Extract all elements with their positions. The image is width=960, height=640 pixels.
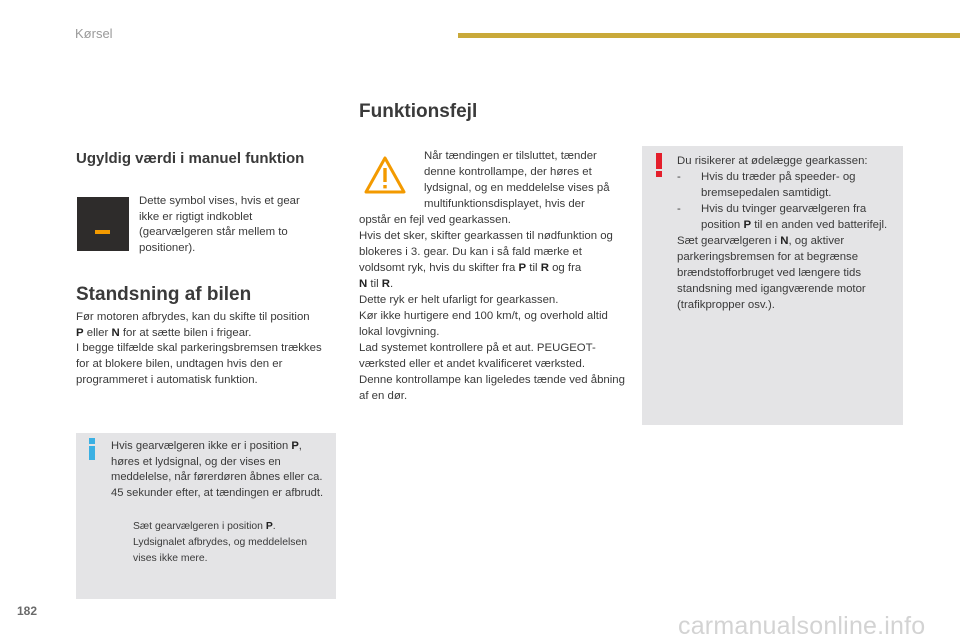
- standsning-text: eller: [83, 326, 112, 339]
- funktion-text: Denne kontrollampe kan ligeledes tænde ved åbning af en dør.: [359, 374, 625, 402]
- warning-text: [677, 153, 895, 313]
- page-number: 182: [17, 604, 38, 618]
- watermark: carmanualsonline.info: [678, 612, 926, 640]
- exclamation-icon: [655, 153, 663, 177]
- warning-outro: [677, 233, 895, 313]
- warning-item: [677, 201, 895, 233]
- funktion-text: opstår en fejl ved gearkassen.: [359, 214, 511, 226]
- warning-intro: Du risikerer at ødelægge gearkassen:: [677, 155, 868, 167]
- position-p: P: [291, 440, 299, 452]
- funktion-text: til: [367, 278, 382, 290]
- standsning-text: Før motoren afbrydes, kan du skifte til position: [76, 311, 310, 323]
- standsning-text: for at sætte bilen i frigear.: [119, 326, 252, 339]
- symbol-description: Dette symbol vises, hvis et gear ikke er rigtigt indkoblet (gearvælgeren står mellem to positioner).: [139, 195, 300, 254]
- position-p: P: [518, 262, 527, 274]
- info-bullet-text: .: [272, 521, 276, 532]
- section-label: Kørsel: [75, 26, 113, 41]
- dash: -: [677, 171, 681, 183]
- position-p: P: [743, 219, 752, 231]
- position-p: P: [76, 326, 84, 339]
- warning-triangle-icon: [364, 156, 406, 194]
- manuel-heading: Ugyldig værdi i manuel funktion: [76, 150, 305, 167]
- position-p: P: [265, 521, 273, 532]
- position-n: N: [359, 278, 368, 290]
- funktion-heading: Funktionsfejl: [359, 101, 478, 122]
- warning-item-text: Hvis du træder på speeder- og bremsepedalen samtidigt.: [701, 171, 856, 199]
- info-text-part: , høres et lydsignal, og der vises en meddelelse, når førerdøren åbnes eller ca. 45 sekunder efter, at tændingen er afbrudt.: [111, 440, 324, 499]
- info-bullet-text: Sæt gearvælgeren i position: [133, 521, 266, 532]
- standsning-text: I begge tilfælde skal parkeringsbremsen trækkes for at blokere bilen, undtagen hvis den er programmeret i automatisk funktion.: [76, 342, 322, 386]
- warning-item: [677, 169, 895, 201]
- header-accent-bar: [458, 33, 960, 38]
- dash: -: [677, 203, 681, 215]
- funktion-text: Kør ikke hurtigere end 100 km/t, og overhold altid lokal lovgivning.: [359, 310, 608, 338]
- funktion-text: Lad systemet kontrollere på et aut. PEUGEOT-værksted eller et andet kvalificeret værksted.: [359, 342, 596, 370]
- position-r: R: [540, 262, 549, 274]
- info-bullet-text: Lydsignalet afbrydes, og meddelelsen vises ikke mere.: [133, 537, 308, 564]
- warning-item-text: Hvis du tvinger gearvælgeren fra position: [701, 203, 867, 231]
- warning-outro-text: Sæt gearvælgeren i: [677, 235, 781, 247]
- warning-item-text: til en anden ved batterifejl.: [751, 219, 888, 231]
- info-icon: [87, 438, 97, 460]
- warning-outro-text: , og aktiver parkeringsbremsen for at begrænse brændstofforbruget ved længere tids standsning med igangværende motor (trafikpropper osv.).: [677, 235, 866, 311]
- gear-symbol-icon: [77, 197, 129, 251]
- standsning-heading: Standsning af bilen: [76, 284, 252, 305]
- position-r: R: [381, 278, 391, 290]
- position-n: N: [111, 326, 120, 339]
- funktion-text: .: [390, 278, 394, 290]
- info-text: [111, 439, 329, 501]
- funktion-intro: Når tændingen er tilsluttet, tænder denne kontrollampe, der høres et lydsignal, og en meddelelse vises på multifunktionsdisplayet, hvis der: [424, 150, 610, 210]
- gear-symbol-dash: [95, 230, 110, 234]
- standsning-body: [76, 310, 338, 389]
- info-text-part: Hvis gearvælgeren ikke er i position: [111, 440, 292, 452]
- funktion-text: Hvis det sker, skifter gearkassen til nødfunktion og blokeres i 3. gear. Du kan i så fald mærke et voldsomt ryk, hvis du skifter fra: [359, 230, 613, 274]
- funktion-text: til: [526, 262, 541, 274]
- funktion-text: og fra: [548, 262, 582, 274]
- funktion-text: Dette ryk er helt ufarligt for gearkassen.: [359, 294, 559, 306]
- funktion-body: [359, 212, 627, 404]
- position-n: N: [780, 235, 789, 247]
